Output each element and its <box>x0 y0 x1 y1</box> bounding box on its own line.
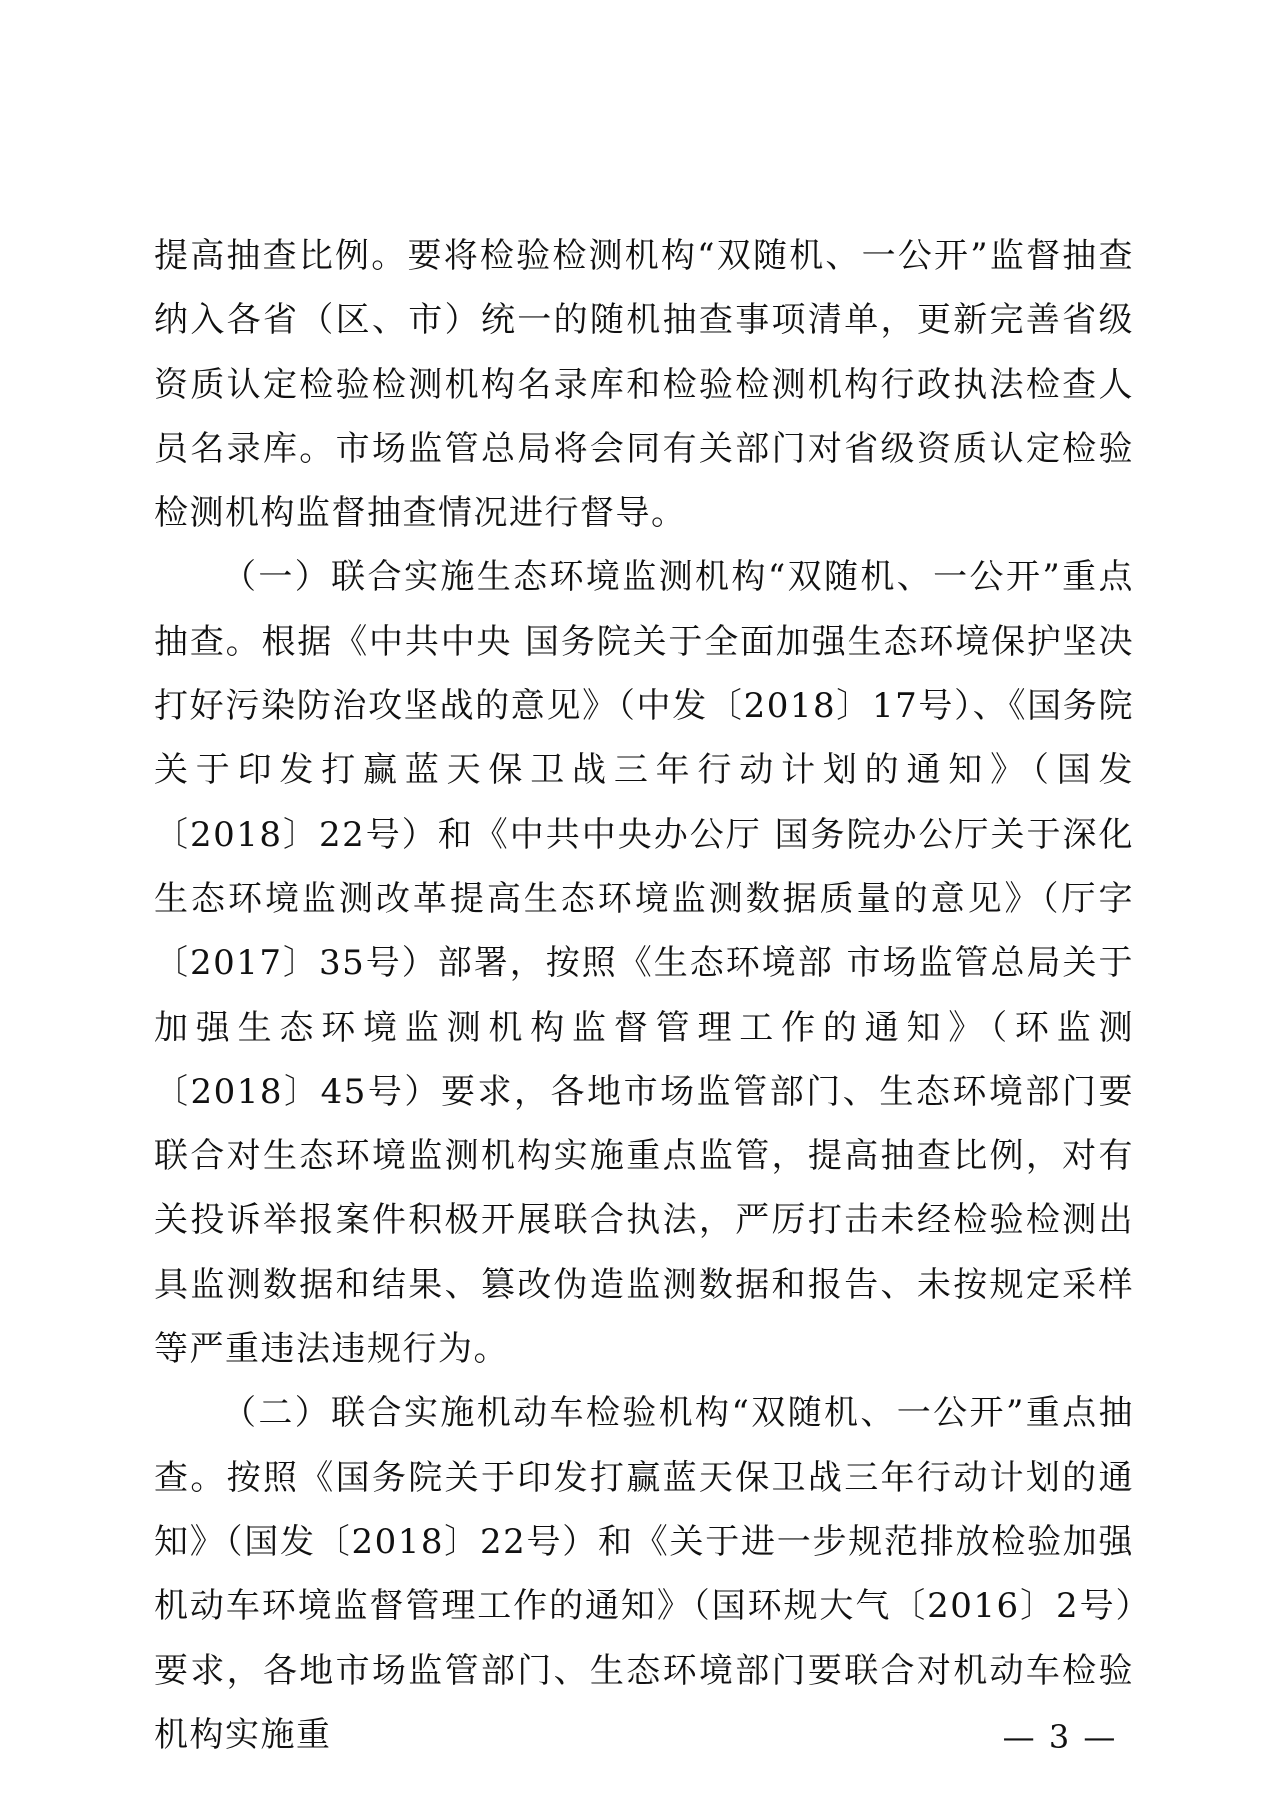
paragraph-section-one: （一）联合实施生态环境监测机构“双随机、一公开”重点抽查。根据《中共中央 国务院关于全面加强生态环境保护坚决打好污染防治攻坚战的意见》（中发〔2018〕17号）、《国务院关于印发打赢蓝天保卫战三年行动计划的通知》（国发〔2018〕22号）和《中共中央办公厅 国务院办公厅关于深化生态环境监测改革提高生态环境监测数据质量的意见》（厅字〔2017〕35号）部署，按照《生态环境部 市场监管总局关于加强生态环境监测机构监督管理工作的通知》（环监测〔2018〕45号）要求，各地市场监管部门、生态环境部门要联合对生态环境监测机构实施重点监管，提高抽查比例，对有关投诉举报案件积极开展联合执法，严厉打击未经检验检测出具监测数据和结果、篡改伪造监测数据和报告、未按规定采样等严重违法违规行为。 <box>154 557 1134 1370</box>
page-number: — 3 — <box>1002 1718 1118 1756</box>
document-body <box>154 224 1134 1767</box>
paragraph-section-two: （二）联合实施机动车检验机构“双随机、一公开”重点抽查。按照《国务院关于印发打赢蓝天保卫战三年行动计划的通知》（国发〔2018〕22号）和《关于进一步规范排放检验加强机动车环境监督管理工作的通知》（国环规大气〔2016〕2号）要求，各地市场监管部门、生态环境部门要联合对机动车检验机构实施重 <box>154 1393 1134 1755</box>
paragraph-continuation: 提高抽查比例。要将检验检测机构“双随机、一公开”监督抽查纳入各省（区、市）统一的随机抽查事项清单，更新完善省级资质认定检验检测机构名录库和检验检测机构行政执法检查人员名录库。市场监管总局将会同有关部门对省级资质认定检验检测机构监督抽查情况进行督导。 <box>154 236 1134 534</box>
